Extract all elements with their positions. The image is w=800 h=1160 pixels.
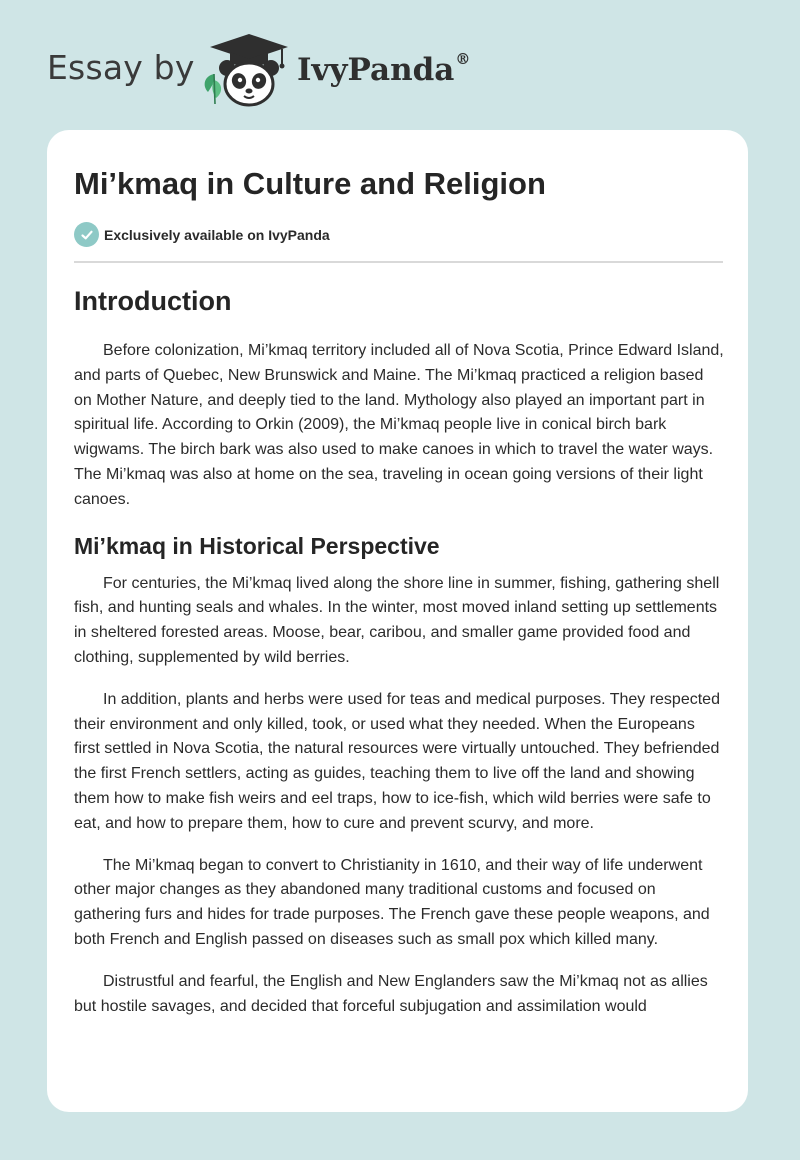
paragraph: Before colonization, Mi’kmaq territory included all of Nova Scotia, Prince Edward Island, and parts of Quebec, New Brunswick and Maine. The Mi’kmaq practiced a religion based on Mother Nature, and deeply tied to the land. Mythology also played an important part in spiritual life. According to Orkin (2009), the Mi’kmaq people live in conical birch bark wigwams. The birch bark was also used to make canoes in which to travel the water ways. The Mi’kmaq was also at home on the sea, traveling in ocean going versions of their light canoes. xyxy=(74,342,724,508)
paragraph: Distrustful and fearful, the English and New Englanders saw the Mi’kmaq not as allies but hostile savages, and decided that forceful subjugation and assimilation would xyxy=(74,972,708,1015)
registered-mark: ® xyxy=(455,50,471,68)
brand-name-text: IvyPanda xyxy=(297,52,455,88)
exclusive-badge xyxy=(74,222,330,247)
paragraph: The Mi’kmaq began to convert to Christianity in 1610, and their way of life underwent other major changes as they abandoned many traditional customs and focused on gathering furs and hides for trade purposes. The French gave these people weapons, and both French and English passed on diseases such as small pox which killed many. xyxy=(74,856,710,948)
title-divider xyxy=(74,261,723,263)
check-circle-icon xyxy=(74,222,99,247)
essay-by-label: Essay by xyxy=(47,48,195,87)
essay-body xyxy=(74,280,724,1036)
paragraph: For centuries, the Mi’kmaq lived along the shore line in summer, fishing, gathering shell fish, and hunting seals and whales. In the winter, most moved inland setting up settlements in sheltered forested areas. Moose, bear, caribou, and smaller game provided food and clothing, supplemented by wild berries. xyxy=(74,574,720,666)
brand-name[interactable] xyxy=(297,52,470,88)
leaf-icon xyxy=(205,74,221,104)
paragraph: In addition, plants and herbs were used for teas and medical purposes. They respected their environment and only killed, took, or used what they needed. When the Europeans first settled in Nova Scotia, the natural resources were virtually untouched. They befriended the first French settlers, acting as guides, teaching them to live off the land and showing them how to make fish weirs and eel traps, how to ice-fish, which wild berries were safe to eat, and how to prepare them, how to cure and prevent scurvy, and more. xyxy=(74,690,720,832)
section-heading-introduction: Introduction xyxy=(74,286,232,316)
panda-logo-icon[interactable] xyxy=(200,30,298,110)
essay-card xyxy=(47,130,748,1112)
essay-title: Mi’kmaq in Culture and Religion xyxy=(74,166,546,201)
section-heading-historical-perspective: Mi’kmaq in Historical Perspective xyxy=(74,532,440,559)
exclusive-badge-text: Exclusively available on IvyPanda xyxy=(104,226,330,243)
site-header xyxy=(0,0,800,130)
